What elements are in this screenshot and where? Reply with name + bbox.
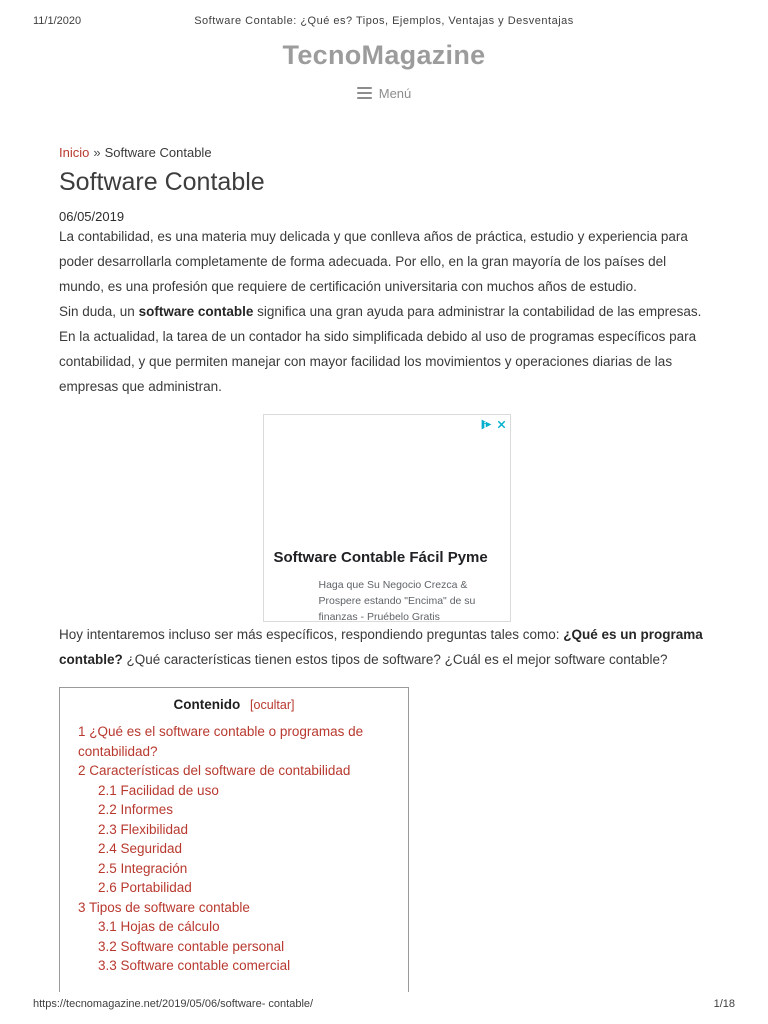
ad-body-text[interactable]: Haga que Su Negocio Crezca & Prospere estando "Encima" de su finanzas - Pruébelo Gratis: [318, 579, 476, 624]
toc-title: Contenido: [173, 697, 241, 713]
site-logo[interactable]: TecnoMagazine: [282, 40, 486, 70]
paragraph-2-bold: software contable: [138, 304, 254, 320]
ad-box[interactable]: [263, 414, 511, 622]
paragraph-3-bold: ¿Qué es un programa contable?: [59, 627, 703, 668]
print-header: [33, 15, 735, 27]
hamburger-menu-icon: [357, 84, 372, 102]
article-content: [59, 145, 714, 995]
post-date: 06/05/2019: [59, 209, 125, 225]
page-title: Software Contable: [59, 168, 265, 197]
ad-controls: [480, 418, 507, 431]
paragraph-3-text: Hoy intentaremos incluso ser más específicos, respondiendo preguntas tales como:: [59, 627, 564, 643]
toc-hide-toggle[interactable]: [ocultar]: [250, 698, 295, 713]
breadcrumb-separator: »: [93, 145, 101, 161]
toc-item[interactable]: 1 ¿Qué es el software contable o programas de contabilidad?: [78, 724, 364, 759]
toc-list: [70, 722, 398, 976]
breadcrumb-home-link[interactable]: Inicio: [59, 145, 90, 161]
toc-item[interactable]: 2.3 Flexibilidad: [98, 821, 189, 837]
paragraph-2-text-after: significa una gran ayuda para administrar la contabilidad de las empresas. En la actualidad, la tarea de un contador ha sido simplificada debido al uso de programas específicos para contabilidad, y que permiten manejar con mayor facilidad los movimientos y operaciones diarias de las empresas que administran.: [59, 304, 702, 395]
paragraph-questions: [59, 622, 714, 672]
ad-close-icon[interactable]: [496, 419, 507, 430]
toc-item[interactable]: 3 Tipos de software contable: [78, 899, 250, 915]
paragraph-intro: La contabilidad, es una materia muy delicada y que conlleva años de práctica, estudio y experiencia para poder desarrollarla completamente de forma adecuada. Por ello, en la gran mayoría de los países del mundo, es una profesión que requiere de certificación universitaria con muchos años de estudio.: [59, 229, 688, 295]
print-page-number: 1/18: [713, 998, 735, 1010]
breadcrumb-current: Software Contable: [104, 145, 212, 161]
print-document-title: Software Contable: ¿Qué es? Tipos, Ejemplos, Ventajas y Desventajas: [194, 15, 574, 27]
table-of-contents: [59, 687, 409, 995]
menu-button[interactable]: [357, 84, 412, 102]
toc-item[interactable]: 2.4 Seguridad: [98, 841, 183, 857]
toc-item[interactable]: 2.5 Integración: [98, 860, 188, 876]
paragraph-3-text-after: ¿Qué características tienen estos tipos de software? ¿Cuál es el mejor software contable?: [122, 652, 668, 668]
print-date: 11/1/2020: [33, 15, 82, 27]
toc-item[interactable]: 2.2 Informes: [98, 802, 174, 818]
toc-header: [70, 697, 398, 712]
toc-item[interactable]: 2 Características del software de contabilidad: [78, 763, 351, 779]
paragraph-software-contable: [59, 299, 714, 399]
print-url: https://tecnomagazine.net/2019/05/06/software- contable/: [33, 998, 314, 1010]
toc-item[interactable]: 2.6 Portabilidad: [98, 880, 192, 896]
menu-label: Menú: [378, 85, 412, 101]
paragraph-2-text: Sin duda, un: [59, 304, 139, 320]
toc-item[interactable]: 3.3 Software contable comercial: [98, 958, 291, 974]
adchoices-icon[interactable]: [480, 418, 493, 431]
ad-headline[interactable]: Software Contable Fácil Pyme: [273, 549, 488, 567]
toc-item[interactable]: 2.1 Facilidad de uso: [98, 782, 219, 798]
breadcrumb: [59, 145, 714, 160]
print-footer: [0, 992, 768, 1010]
toc-item[interactable]: 3.1 Hojas de cálculo: [98, 919, 220, 935]
toc-item[interactable]: 3.2 Software contable personal: [98, 938, 285, 954]
